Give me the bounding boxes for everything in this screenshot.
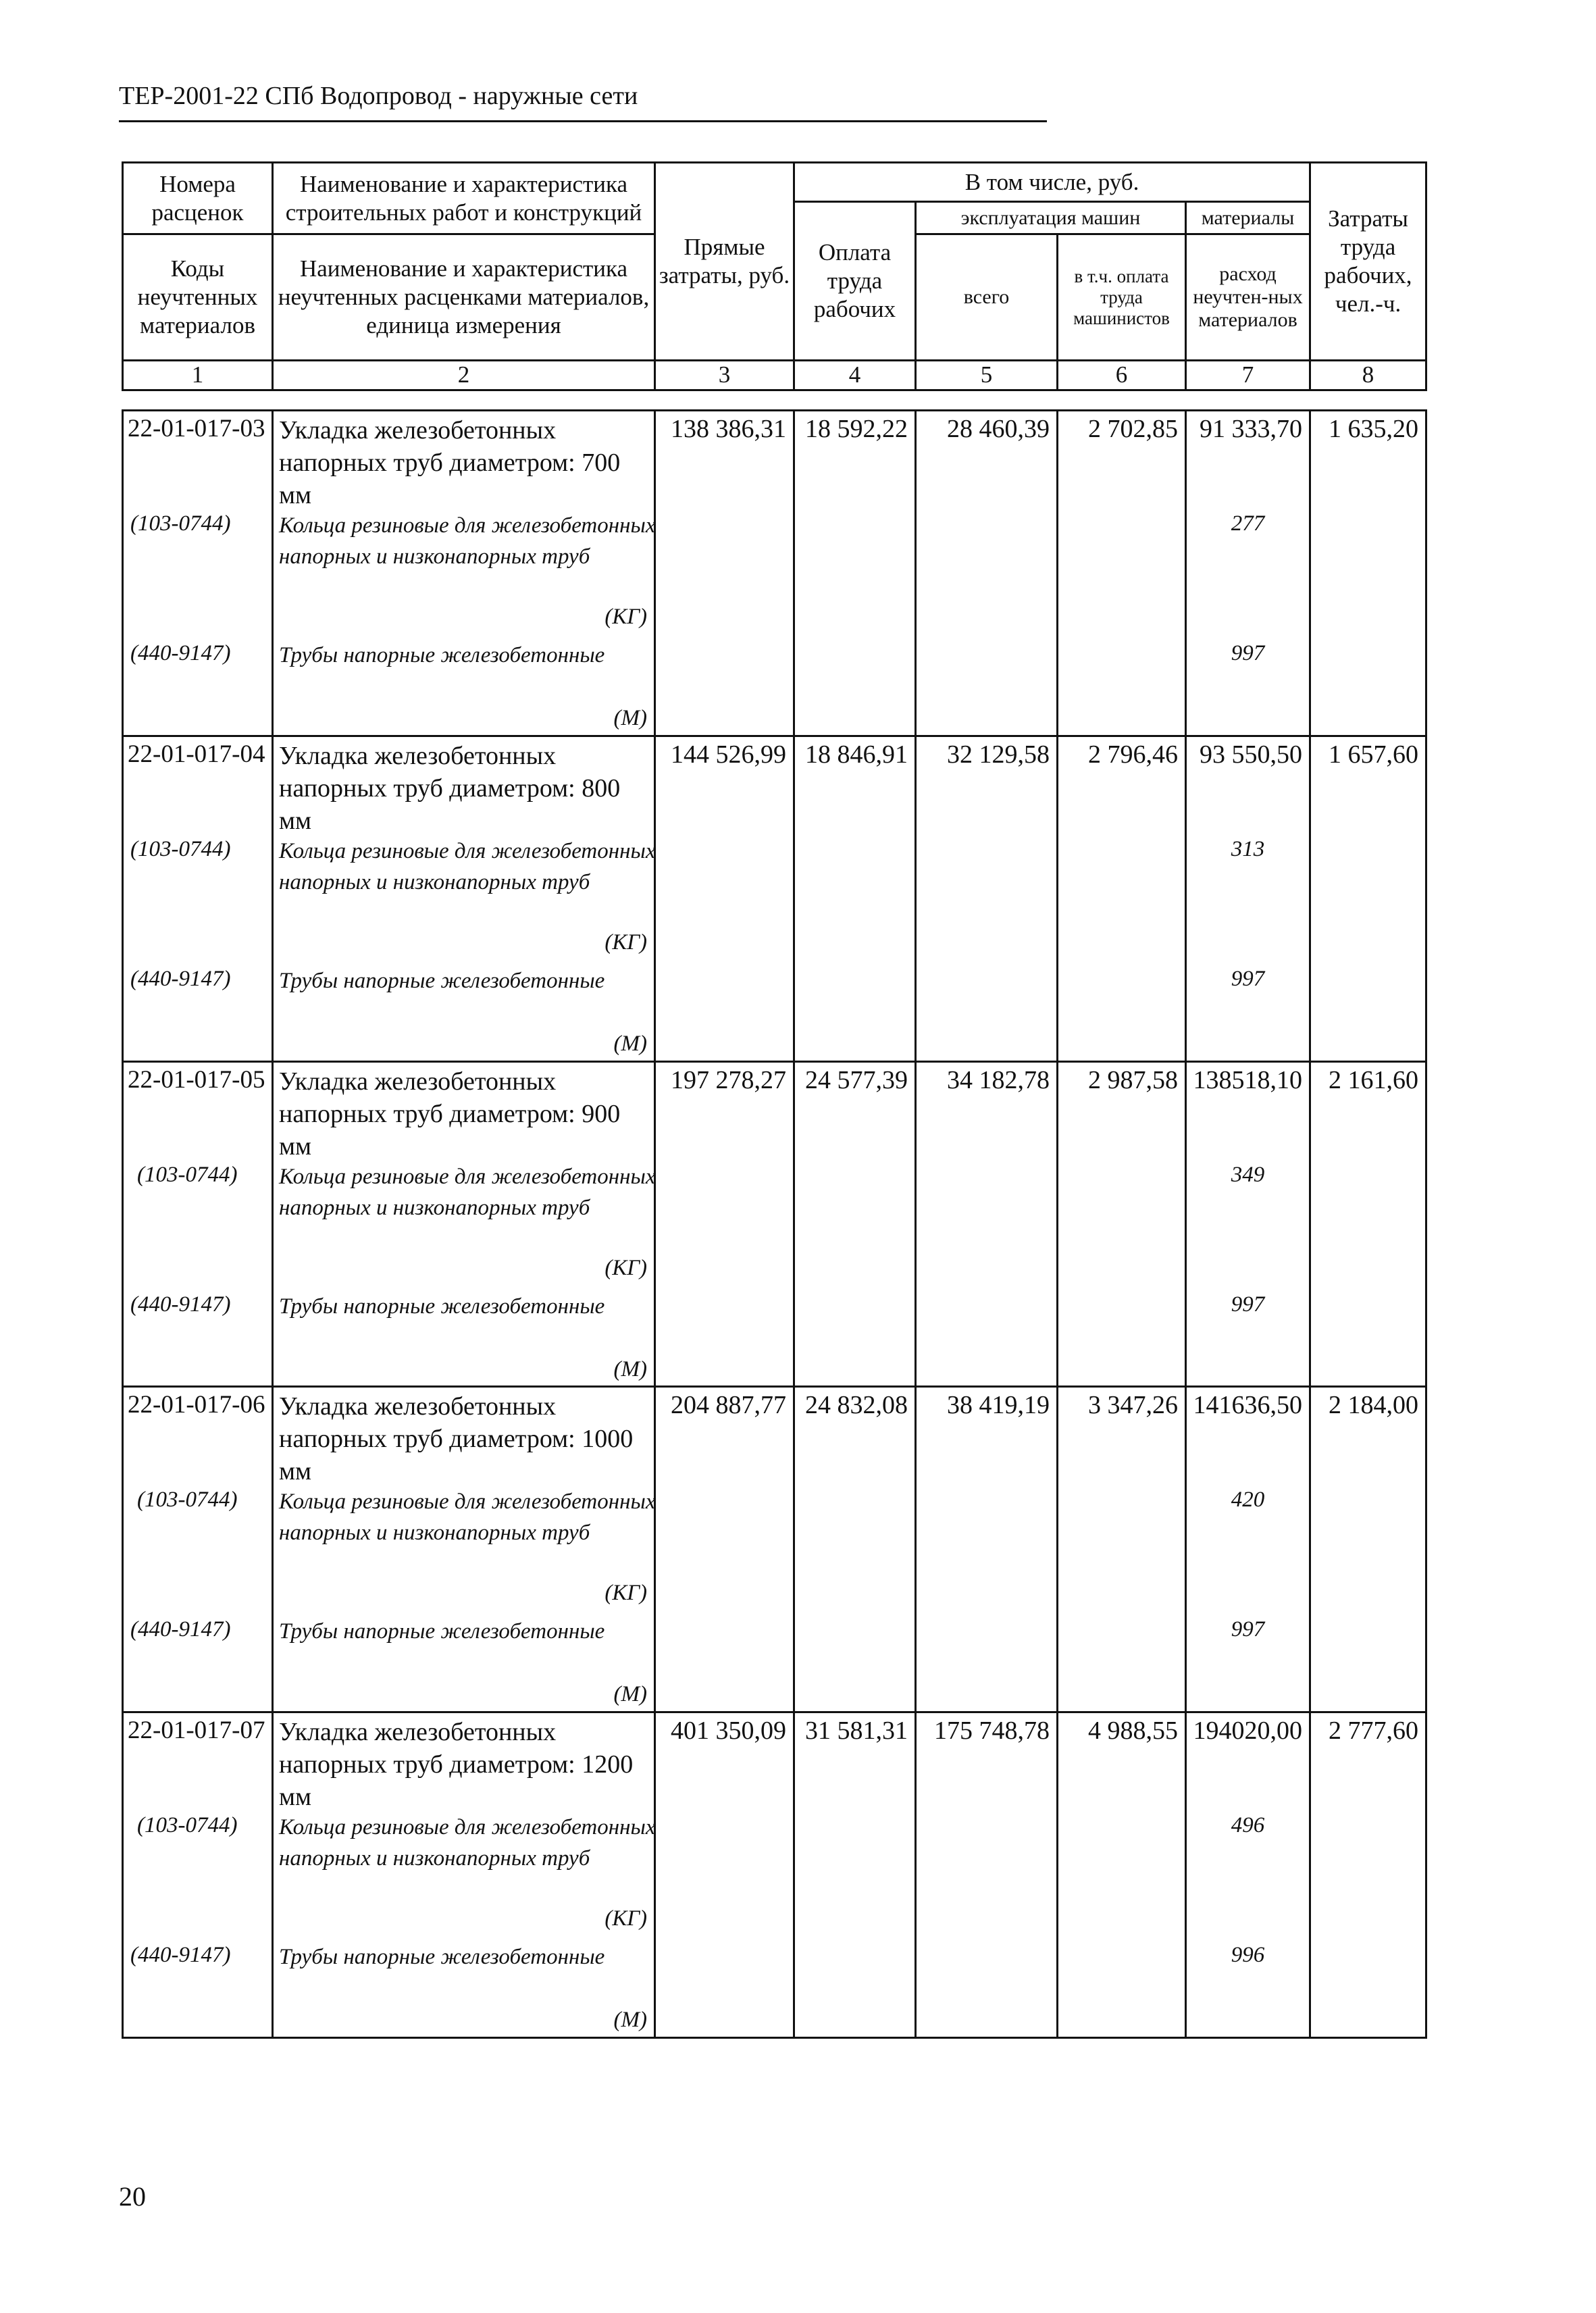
material-quantity: 997 [1231,1617,1265,1642]
material-code: (103-0744) [130,836,231,861]
material-quantity: 997 [1231,641,1265,665]
material-quantity: 349 [1231,1162,1265,1187]
column-number: 6 [1058,360,1186,390]
material-code: (440-9147) [130,966,231,991]
operators-pay-value: 2 702,85 [1088,415,1178,443]
header-unaccounted-materials: расход неучтен-ных материалов [1186,234,1310,361]
material-code: (103-0744) [137,1162,238,1187]
header-material-names: Наименование и характеристика неучтенных расценками материалов, единица измерения [273,234,655,361]
unit-label: (М) [613,1356,647,1381]
work-name: Укладка железобетонных напорных труб диаметром: 1200 мм [279,1718,634,1812]
labor-hours-value: 2 184,00 [1329,1391,1418,1420]
column-number: 8 [1310,360,1426,390]
operators-pay-value: 2 796,46 [1088,740,1178,769]
material-name: Трубы напорные железобетонные [279,643,605,667]
machines-total-value: 38 419,19 [947,1391,1050,1420]
unit-label: (КГ) [604,605,647,629]
table-row [123,736,1426,1061]
worker-pay-value: 18 846,91 [805,740,908,769]
material-code: (103-0744) [130,511,231,536]
operators-pay-value: 3 347,26 [1088,1391,1178,1420]
header-direct-costs: Прямые затраты, руб. [655,163,794,361]
unit-label: (М) [613,2008,647,2033]
direct-costs-value: 138 386,31 [671,415,786,443]
labor-hours-value: 2 777,60 [1329,1717,1418,1746]
operators-pay-value: 2 987,58 [1088,1065,1178,1094]
rates-table [122,409,1427,2039]
material-name: Трубы напорные железобетонные [279,968,605,993]
material-name: Кольца резиновые для железобетонных напорных и низконапорных труб [279,1164,656,1220]
operators-pay-value: 4 988,55 [1088,1717,1178,1746]
material-name: Трубы напорные железобетонные [279,1619,605,1644]
machines-total-value: 32 129,58 [947,740,1050,769]
worker-pay-value: 24 832,08 [805,1391,908,1420]
header-labor-hours: Затраты труда рабочих, чел.-ч. [1310,163,1426,361]
header-including-group: В том числе, руб. [794,163,1310,202]
material-quantity: 420 [1231,1488,1265,1513]
unit-label: (М) [613,1031,647,1056]
table-row [123,1712,1426,2038]
materials-value: 194020,00 [1193,1717,1302,1746]
materials-value: 93 550,50 [1200,740,1302,769]
unit-label: (М) [613,706,647,730]
machines-total-value: 34 182,78 [947,1065,1050,1094]
table-header [122,161,1427,391]
direct-costs-value: 401 350,09 [671,1717,786,1746]
material-code: (440-9147) [130,1943,231,1968]
material-quantity: 277 [1231,511,1265,536]
material-code: (103-0744) [137,1813,238,1838]
unit-label: (КГ) [604,1906,647,1931]
material-name: Кольца резиновые для железобетонных напорных и низконапорных труб [279,513,656,569]
material-quantity: 496 [1231,1813,1265,1838]
column-number: 1 [123,360,273,390]
rate-code: 22-01-017-05 [128,1065,265,1094]
page-number: 20 [119,2181,146,2212]
work-name: Укладка железобетонных напорных труб диаметром: 900 мм [279,1067,621,1161]
column-number: 3 [655,360,794,390]
column-number: 7 [1186,360,1310,390]
material-code: (440-9147) [130,1292,231,1317]
material-code: (103-0744) [137,1488,238,1513]
table-row [123,411,1426,736]
material-quantity: 996 [1231,1943,1265,1968]
material-code: (440-9147) [130,1617,231,1642]
labor-hours-value: 2 161,60 [1329,1065,1418,1094]
unit-label: (КГ) [604,930,647,955]
header-machines-total: всего [916,234,1058,361]
unit-label: (М) [613,1682,647,1707]
material-name: Кольца резиновые для железобетонных напорных и низконапорных труб [279,838,656,894]
labor-hours-value: 1 657,60 [1329,740,1418,769]
material-quantity: 997 [1231,966,1265,991]
rate-code: 22-01-017-07 [128,1717,265,1745]
labor-hours-value: 1 635,20 [1329,415,1418,443]
rate-code: 22-01-017-04 [128,740,265,768]
materials-value: 141636,50 [1193,1391,1302,1420]
table-row [123,1387,1426,1712]
unit-label: (КГ) [604,1255,647,1280]
table-row [123,1061,1426,1387]
direct-costs-value: 204 887,77 [671,1391,786,1420]
machines-total-value: 175 748,78 [934,1717,1050,1746]
rate-code: 22-01-017-03 [128,415,265,442]
header-worker-pay: Оплата труда рабочих [794,202,916,361]
materials-value: 138518,10 [1193,1065,1302,1094]
materials-value: 91 333,70 [1200,415,1302,443]
work-name: Укладка железобетонных напорных труб диаметром: 800 мм [279,741,621,835]
material-quantity: 997 [1231,1292,1265,1317]
title-rule [119,120,1047,122]
material-name: Кольца резиновые для железобетонных напорных и низконапорных труб [279,1815,656,1871]
work-name: Укладка железобетонных напорных труб диаметром: 700 мм [279,416,621,509]
worker-pay-value: 31 581,31 [805,1717,908,1746]
header-materials-group: материалы [1186,202,1310,234]
material-name: Кольца резиновые для железобетонных напорных и низконапорных труб [279,1490,656,1546]
worker-pay-value: 18 592,22 [805,415,908,443]
header-material-codes: Коды неучтенных материалов [123,234,273,361]
column-number: 4 [794,360,916,390]
material-quantity: 313 [1231,836,1265,861]
header-operators-pay: в т.ч. оплата труда машинистов [1058,234,1186,361]
header-work-name: Наименование и характеристика строительных работ и конструкций [273,163,655,234]
work-name: Укладка железобетонных напорных труб диаметром: 1000 мм [279,1392,634,1486]
material-name: Трубы напорные железобетонные [279,1945,605,1970]
direct-costs-value: 144 526,99 [671,740,786,769]
column-number: 2 [273,360,655,390]
page-title: ТЕР-2001-22 СПб Водопровод - наружные сети [119,82,638,110]
direct-costs-value: 197 278,27 [671,1065,786,1094]
header-machines-group: эксплуатация машин [916,202,1186,234]
column-number: 5 [916,360,1058,390]
material-code: (440-9147) [130,641,231,665]
machines-total-value: 28 460,39 [947,415,1050,443]
worker-pay-value: 24 577,39 [805,1065,908,1094]
material-name: Трубы напорные железобетонные [279,1294,605,1319]
header-rate-numbers: Номера расценок [123,163,273,234]
unit-label: (КГ) [604,1581,647,1606]
rate-code: 22-01-017-06 [128,1391,265,1419]
